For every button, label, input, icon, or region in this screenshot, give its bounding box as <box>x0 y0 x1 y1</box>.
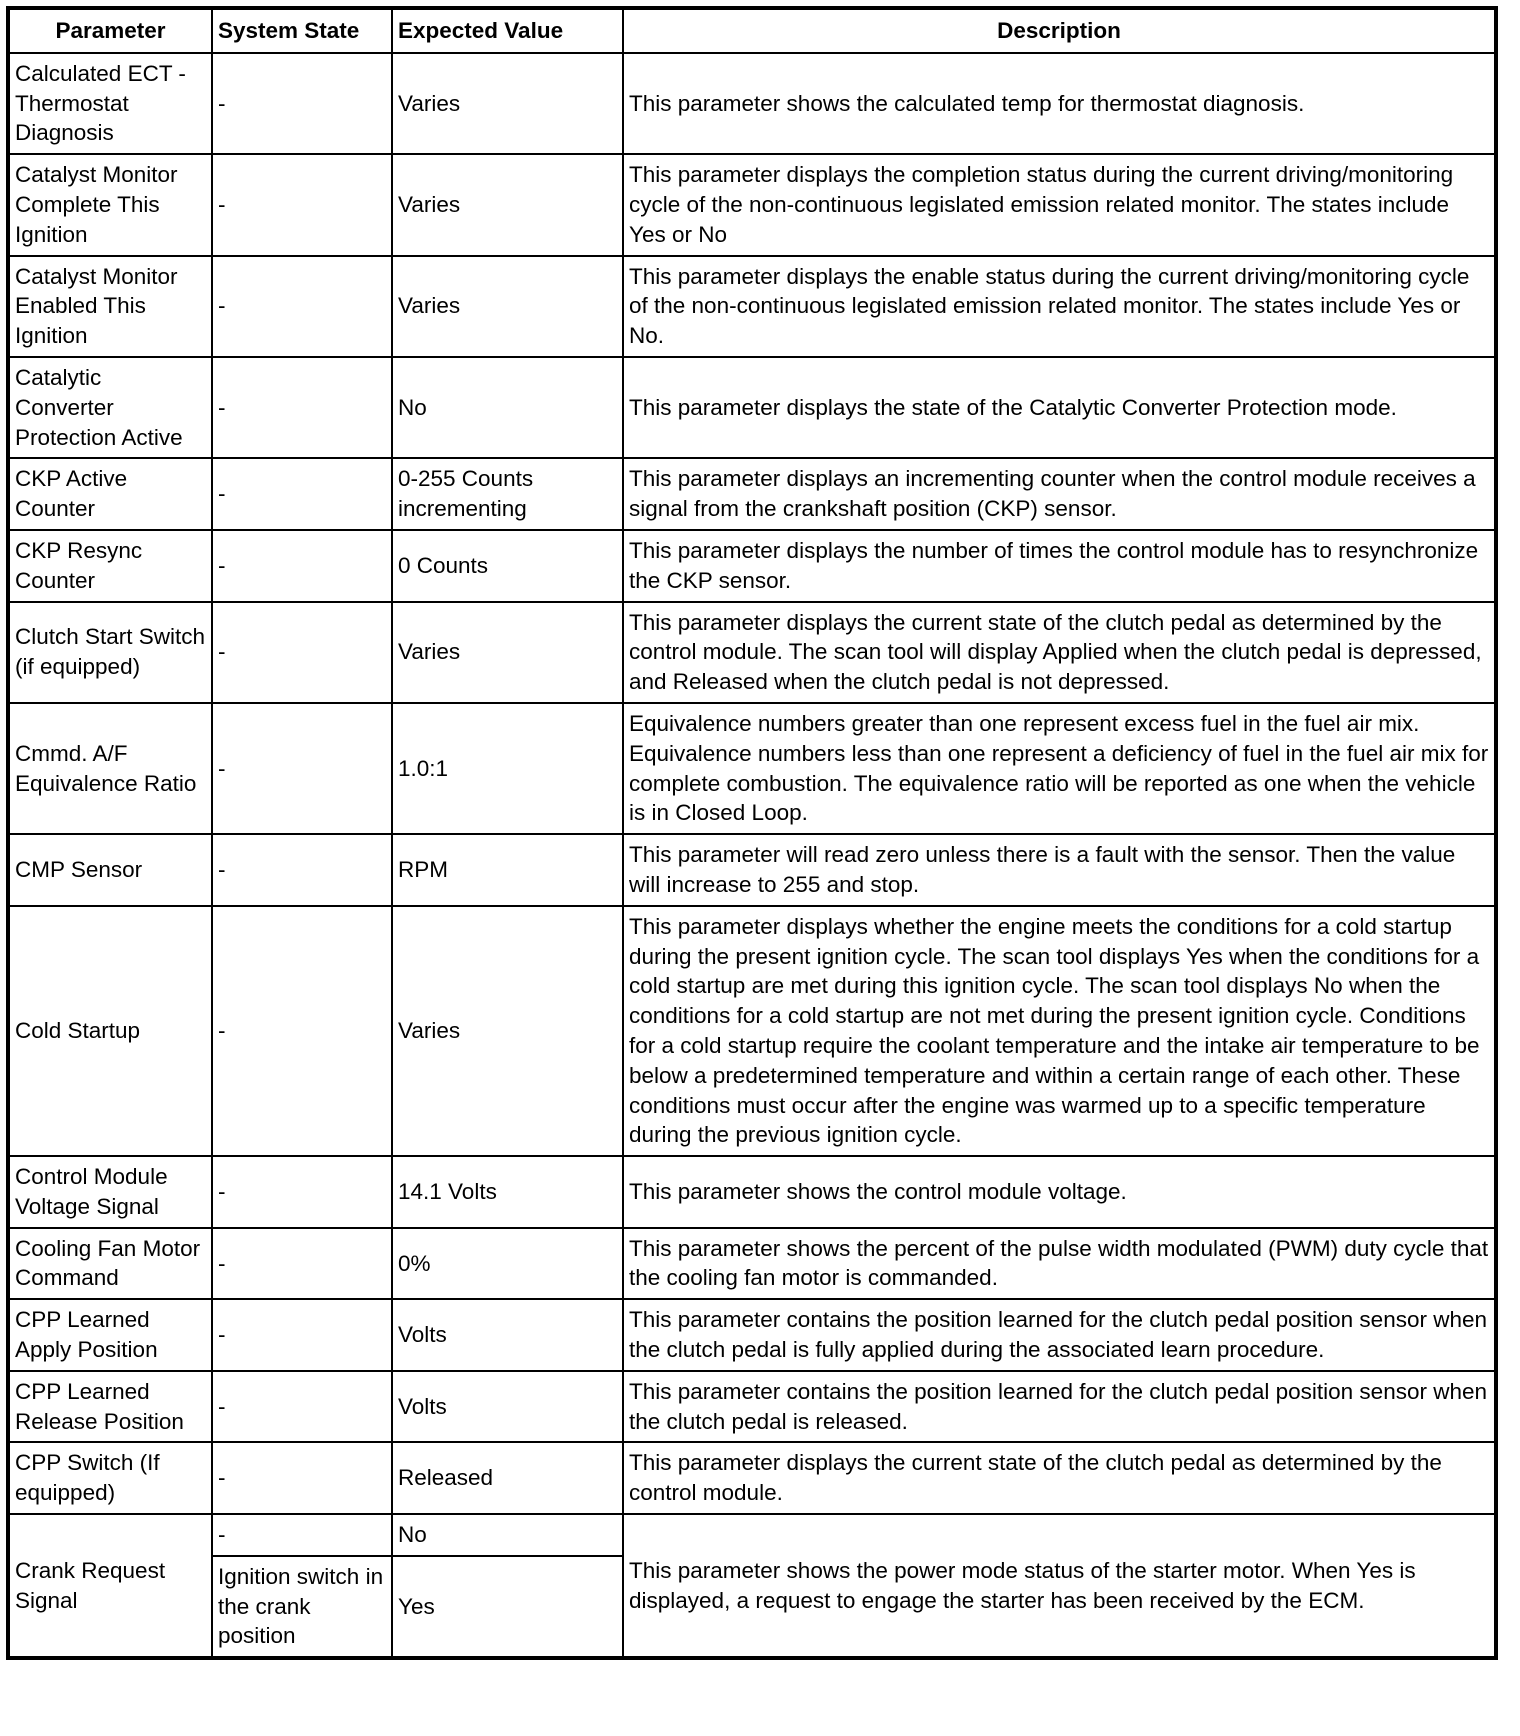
cell-parameter: CPP Switch (If equipped) <box>8 1442 212 1514</box>
header-parameter: Parameter <box>8 8 212 53</box>
cell-parameter: CKP Resync Counter <box>8 530 212 602</box>
cell-description: This parameter displays whether the engine meets the conditions for a cold startup during the present ignition cycle. The scan tool displays Yes when the conditions for a cold startup are met during this ignition cycle. The scan tool displays No when the conditions for a cold startup are not met during the present ignition cycle. Conditions for a cold startup require the coolant temperature and the intake air temperature to be below a predetermined temperature and within a certain range of each other. These conditions must occur after the engine was warmed up to a specific temperature during the previous ignition cycle. <box>623 906 1496 1156</box>
cell-parameter: Catalytic Converter Protection Active <box>8 357 212 458</box>
cell-system-state: - <box>212 1514 392 1556</box>
cell-system-state: Ignition switch in the crank position <box>212 1556 392 1658</box>
cell-system-state: - <box>212 906 392 1156</box>
cell-expected-value: 1.0:1 <box>392 703 623 834</box>
cell-description: This parameter displays the current state of the clutch pedal as determined by the control module. The scan tool will display Applied when the clutch pedal is depressed, and Released when the clutch pedal is not depressed. <box>623 602 1496 703</box>
cell-expected-value: Yes <box>392 1556 623 1658</box>
cell-system-state: - <box>212 602 392 703</box>
cell-expected-value: 0-255 Counts incrementing <box>392 458 623 530</box>
cell-parameter: Crank Request Signal <box>8 1514 212 1658</box>
header-description: Description <box>623 8 1496 53</box>
table-row <box>8 154 1496 255</box>
cell-description: This parameter displays the current state of the clutch pedal as determined by the control module. <box>623 1442 1496 1514</box>
cell-description: This parameter will read zero unless there is a fault with the sensor. Then the value will increase to 255 and stop. <box>623 834 1496 906</box>
cell-system-state: - <box>212 834 392 906</box>
table-row <box>8 1299 1496 1371</box>
cell-parameter: CKP Active Counter <box>8 458 212 530</box>
cell-description: This parameter shows the control module voltage. <box>623 1156 1496 1228</box>
table-row <box>8 602 1496 703</box>
cell-system-state: - <box>212 1442 392 1514</box>
cell-system-state: - <box>212 1156 392 1228</box>
cell-expected-value: Varies <box>392 53 623 154</box>
cell-parameter: Calculated ECT - Thermostat Diagnosis <box>8 53 212 154</box>
cell-parameter: Cmmd. A/F Equivalence Ratio <box>8 703 212 834</box>
header-expected-value: Expected Value <box>392 8 623 53</box>
table-row <box>8 1228 1496 1300</box>
cell-expected-value: Released <box>392 1442 623 1514</box>
cell-description: This parameter shows the power mode status of the starter motor. When Yes is displayed, a request to engage the starter has been received by the ECM. <box>623 1514 1496 1658</box>
cell-description: This parameter shows the percent of the pulse width modulated (PWM) duty cycle that the cooling fan motor is commanded. <box>623 1228 1496 1300</box>
cell-expected-value: Volts <box>392 1371 623 1443</box>
cell-expected-value: 14.1 Volts <box>392 1156 623 1228</box>
table-row <box>8 1514 1496 1556</box>
cell-expected-value: Varies <box>392 602 623 703</box>
cell-parameter: Catalyst Monitor Complete This Ignition <box>8 154 212 255</box>
cell-description: This parameter displays an incrementing counter when the control module receives a signal from the crankshaft position (CKP) sensor. <box>623 458 1496 530</box>
cell-description: This parameter contains the position learned for the clutch pedal position sensor when the clutch pedal is fully applied during the associated learn procedure. <box>623 1299 1496 1371</box>
table-row <box>8 357 1496 458</box>
cell-parameter: Clutch Start Switch (if equipped) <box>8 602 212 703</box>
header-system-state: System State <box>212 8 392 53</box>
cell-system-state: - <box>212 256 392 357</box>
cell-expected-value: Varies <box>392 906 623 1156</box>
cell-description: Equivalence numbers greater than one represent excess fuel in the fuel air mix. Equivalence numbers less than one represent a deficiency of fuel in the fuel air mix for complete combustion. The equivalence ratio will be reported as one when the vehicle is in Closed Loop. <box>623 703 1496 834</box>
cell-expected-value: No <box>392 1514 623 1556</box>
table-row <box>8 703 1496 834</box>
table-row <box>8 1371 1496 1443</box>
cell-expected-value: Varies <box>392 154 623 255</box>
cell-system-state: - <box>212 53 392 154</box>
cell-system-state: - <box>212 154 392 255</box>
cell-expected-value: No <box>392 357 623 458</box>
table-row <box>8 1156 1496 1228</box>
table-row <box>8 1442 1496 1514</box>
cell-description: This parameter displays the number of times the control module has to resynchronize the CKP sensor. <box>623 530 1496 602</box>
cell-system-state: - <box>212 1228 392 1300</box>
table-row <box>8 530 1496 602</box>
cell-system-state: - <box>212 1299 392 1371</box>
cell-parameter: Catalyst Monitor Enabled This Ignition <box>8 256 212 357</box>
cell-system-state: - <box>212 703 392 834</box>
cell-expected-value: 0 Counts <box>392 530 623 602</box>
cell-expected-value: Volts <box>392 1299 623 1371</box>
table-row <box>8 458 1496 530</box>
cell-parameter: Control Module Voltage Signal <box>8 1156 212 1228</box>
cell-parameter: Cold Startup <box>8 906 212 1156</box>
cell-description: This parameter shows the calculated temp for thermostat diagnosis. <box>623 53 1496 154</box>
cell-parameter: CPP Learned Release Position <box>8 1371 212 1443</box>
cell-parameter: CMP Sensor <box>8 834 212 906</box>
cell-description: This parameter contains the position learned for the clutch pedal position sensor when the clutch pedal is released. <box>623 1371 1496 1443</box>
cell-expected-value: Varies <box>392 256 623 357</box>
cell-parameter: Cooling Fan Motor Command <box>8 1228 212 1300</box>
cell-system-state: - <box>212 357 392 458</box>
table-row <box>8 834 1496 906</box>
cell-parameter: CPP Learned Apply Position <box>8 1299 212 1371</box>
table-row <box>8 906 1496 1156</box>
cell-expected-value: RPM <box>392 834 623 906</box>
table-row <box>8 256 1496 357</box>
cell-system-state: - <box>212 458 392 530</box>
cell-expected-value: 0% <box>392 1228 623 1300</box>
cell-description: This parameter displays the completion status during the current driving/monitoring cycle of the non-continuous legislated emission related monitor. The states include Yes or No <box>623 154 1496 255</box>
cell-description: This parameter displays the state of the Catalytic Converter Protection mode. <box>623 357 1496 458</box>
table-row <box>8 53 1496 154</box>
header-row <box>8 8 1496 53</box>
parameter-table <box>6 6 1498 1660</box>
cell-system-state: - <box>212 530 392 602</box>
cell-description: This parameter displays the enable status during the current driving/monitoring cycle of the non-continuous legislated emission related monitor. The states include Yes or No. <box>623 256 1496 357</box>
cell-system-state: - <box>212 1371 392 1443</box>
